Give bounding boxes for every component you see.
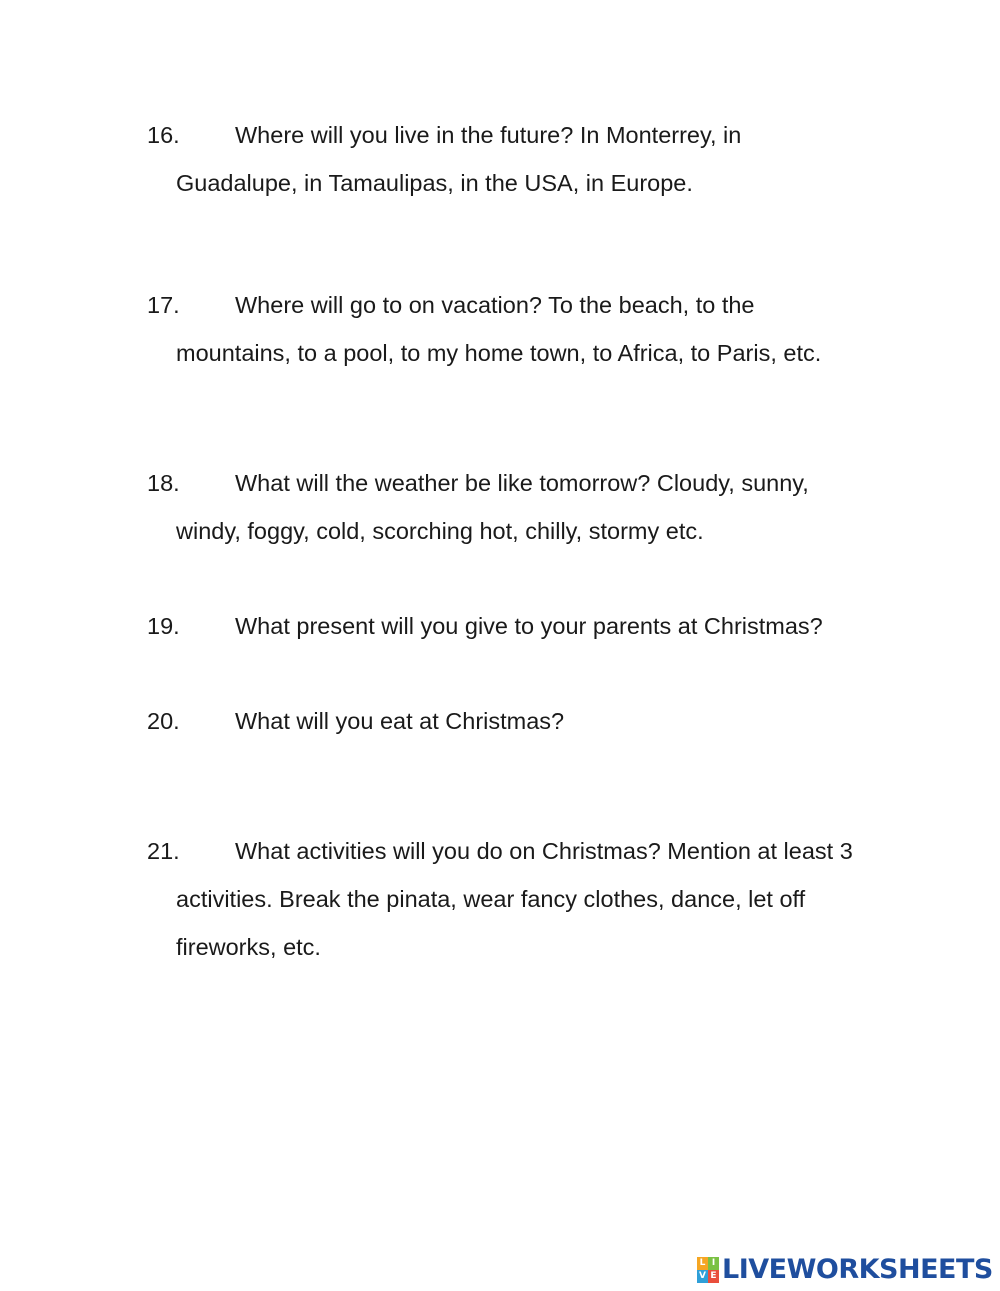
- logo-tile: L: [697, 1257, 708, 1270]
- question-19: [147, 602, 907, 650]
- question-18: [147, 459, 907, 555]
- brand-wordmark: LIVEWORKSHEETS: [722, 1254, 993, 1285]
- question-number: 18.: [147, 470, 180, 496]
- question-number: 20.: [147, 708, 180, 734]
- question-text-continuation: mountains, to a pool, to my home town, to Africa, to Paris, etc.: [176, 340, 822, 366]
- liveworksheets-logo-icon: [697, 1257, 719, 1283]
- question-number: 21.: [147, 838, 180, 864]
- question-17: [147, 281, 907, 377]
- question-text: Where will go to on vacation? To the beach, to the: [235, 292, 755, 318]
- question-20: [147, 697, 907, 745]
- logo-tile: I: [708, 1257, 719, 1270]
- question-21: [147, 827, 907, 971]
- question-text: What will you eat at Christmas?: [235, 708, 565, 734]
- question-text: Where will you live in the future? In Monterrey, in: [235, 122, 742, 148]
- question-number: 19.: [147, 613, 180, 639]
- logo-tile: E: [708, 1270, 719, 1283]
- question-number: 16.: [147, 122, 180, 148]
- question-text-continuation: fireworks, etc.: [176, 934, 321, 960]
- question-text: What will the weather be like tomorrow? Cloudy, sunny,: [235, 470, 809, 496]
- liveworksheets-brand: [697, 1255, 993, 1285]
- question-16: [147, 111, 907, 207]
- question-text: What present will you give to your parents at Christmas?: [235, 613, 823, 639]
- question-number: 17.: [147, 292, 180, 318]
- question-text-continuation: Guadalupe, in Tamaulipas, in the USA, in Europe.: [176, 170, 693, 196]
- question-text-continuation: windy, foggy, cold, scorching hot, chilly, stormy etc.: [176, 518, 704, 544]
- logo-tile: V: [697, 1270, 708, 1283]
- question-text: What activities will you do on Christmas? Mention at least 3: [235, 838, 853, 864]
- question-text-continuation: activities. Break the pinata, wear fancy clothes, dance, let off: [176, 886, 806, 912]
